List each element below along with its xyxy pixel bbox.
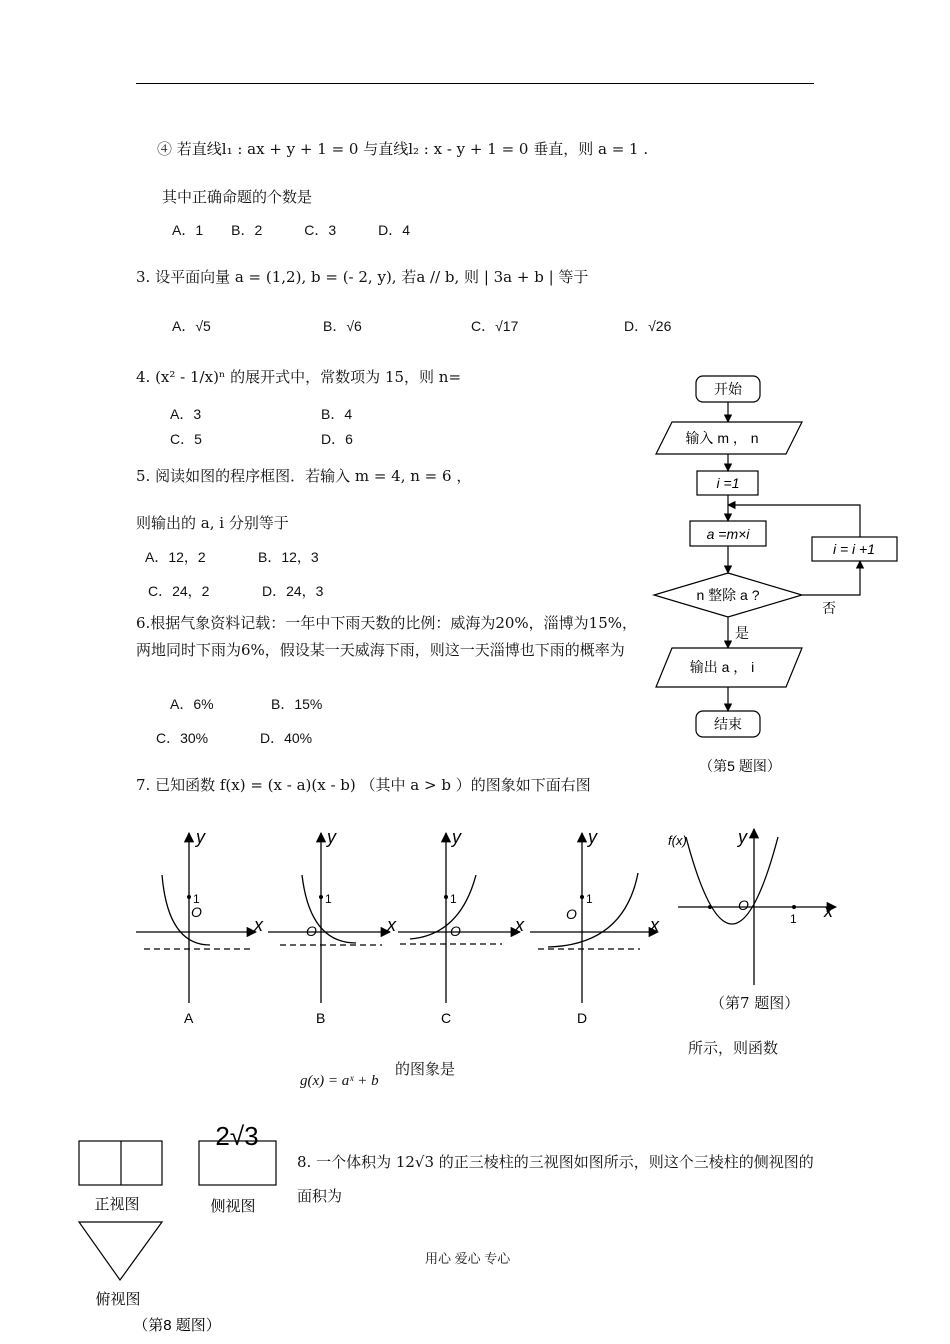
q3-option-b: B．√6	[323, 318, 362, 334]
q5-stem: 5. 阅读如图的程序框图．若输入 m = 4, n = 6 ，	[136, 467, 472, 485]
graph-d-curve	[548, 873, 638, 947]
header-rule	[136, 83, 814, 84]
q2-stem: 其中正确命题的个数是	[162, 188, 313, 206]
graph-a-label: A	[184, 1010, 194, 1026]
q4-option-c: C．5	[170, 431, 202, 447]
q6-stem: 6.根据气象资料记载：一年中下雨天数的比例：威海为20%，淄博为15%，两地同时下雨为6%，假设某一天威海下雨，则这一天淄博也下雨的概率为	[136, 614, 637, 659]
q5-option-d: D．24，3	[262, 583, 324, 599]
graph-b-point	[319, 895, 323, 899]
graph-a-curve	[162, 875, 210, 945]
fx-x-label: x	[824, 901, 833, 921]
flow-output-text: 输出 a ， i	[689, 659, 755, 675]
q8-caption: （第8 题图）	[133, 1317, 221, 1334]
q5-option-a: A．12，2	[145, 549, 206, 565]
q7-tail2: 的图象是	[395, 1060, 456, 1078]
side-view-dim: 2√3	[215, 1121, 259, 1151]
q5-stem2: 则输出的 a, i 分别等于	[136, 514, 289, 532]
graph-d-point	[580, 895, 584, 899]
q7-tail: 所示，则函数	[688, 1039, 779, 1057]
q3-option-d: D．√26	[624, 318, 672, 334]
q6-option-d: D．40%	[260, 730, 313, 746]
q4-option-b: B．4	[321, 406, 353, 422]
fx-label: f(x)	[668, 833, 687, 848]
q3-option-a: A．√5	[172, 318, 211, 334]
q7-stem: 7. 已知函数 f(x) = (x - a)(x - b) （其中 a > b ）的图象如下面右图	[136, 776, 591, 794]
q7-gx: g(x) = aˣ + b	[300, 1073, 379, 1089]
graph-b-label: B	[316, 1010, 326, 1026]
graph-c-label: C	[441, 1010, 452, 1026]
graph-a-y-label: y	[196, 827, 205, 847]
fx-parabola	[686, 837, 778, 924]
top-view-label: 俯视图	[95, 1291, 141, 1308]
graph-a-point	[187, 895, 191, 899]
flowchart	[640, 365, 920, 785]
graph-a-origin: O	[191, 904, 202, 920]
q8-views	[70, 1112, 290, 1344]
q7-caption: （第7 题图）	[710, 994, 800, 1012]
flow-end-text: 结束	[714, 716, 742, 732]
flow-init-text: i =1	[716, 475, 740, 491]
graph-d-origin: O	[566, 906, 577, 922]
q4-stem: 4. (x² - 1/x)ⁿ 的展开式中，常数项为 15，则 n=	[136, 368, 462, 386]
q4-option-a: A．3	[170, 406, 202, 422]
graph-c-curve	[410, 875, 476, 939]
side-view-label: 侧视图	[210, 1198, 256, 1215]
graph-b-y-label: y	[327, 827, 336, 847]
q6-option-b: B．15%	[271, 696, 323, 712]
flow-arrow-no	[802, 561, 860, 595]
q3-option-c: C．√17	[471, 318, 519, 334]
flow-calc-text: a =m×i	[706, 526, 750, 542]
q6-option-a: A．6%	[170, 696, 214, 712]
q6-option-c: C．30%	[156, 730, 209, 746]
graph-c-one: 1	[450, 892, 457, 906]
flow-yes-label: 是	[735, 625, 749, 641]
top-view-triangle	[79, 1222, 162, 1280]
graph-b-x-label: x	[387, 915, 396, 935]
q5-option-c: C．24，2	[148, 583, 210, 599]
graph-d-one: 1	[586, 892, 593, 906]
graph-a-one: 1	[193, 892, 200, 906]
fx-root-left	[708, 905, 712, 909]
graph-c-point	[444, 895, 448, 899]
graph-b-one: 1	[325, 892, 332, 906]
graph-d-x-label: x	[650, 915, 659, 935]
fx-origin: O	[738, 897, 749, 913]
flow-cond-text: n 整除 a ?	[696, 587, 760, 603]
q2-options: A．1 B．2 C．3 D．4	[172, 222, 411, 238]
q4-option-d: D．6	[321, 431, 353, 447]
q2-item4: ④ 若直线l₁ : ax + y + 1 = 0 与直线l₂ : x - y + 1 = 0 垂直，则 a = 1 .	[157, 140, 649, 158]
graph-b-origin: O	[306, 923, 317, 939]
flow-caption: （第5 题图）	[699, 758, 781, 774]
fx-y-label: y	[738, 827, 747, 847]
q8-stem: 8. 一个体积为 12√3 的正三棱柱的三视图如图所示，则这个三棱柱的侧视图的面积为	[297, 1153, 814, 1205]
flow-inc-text: i = i +1	[832, 541, 876, 557]
graph-c-x-label: x	[515, 915, 524, 935]
q5-option-b: B．12，3	[258, 549, 319, 565]
fx-one: 1	[790, 912, 797, 926]
fx-root-right	[792, 905, 796, 909]
flow-start-text: 开始	[714, 381, 742, 397]
footer: 用心 爱心 专心	[425, 1251, 511, 1266]
q3-stem: 3. 设平面向量 a = (1,2), b = (- 2, y), 若a // b, 则 | 3a + b | 等于	[136, 268, 589, 286]
graph-c-origin: O	[450, 923, 461, 939]
graph-d-y-label: y	[588, 827, 597, 847]
graph-a-x-label: x	[254, 915, 263, 935]
front-view-label: 正视图	[94, 1196, 140, 1213]
graph-c-y-label: y	[452, 827, 461, 847]
flow-no-label: 否	[822, 600, 836, 616]
flow-input-text: 输入 m ， n	[685, 430, 759, 446]
graph-d-label: D	[577, 1010, 588, 1026]
